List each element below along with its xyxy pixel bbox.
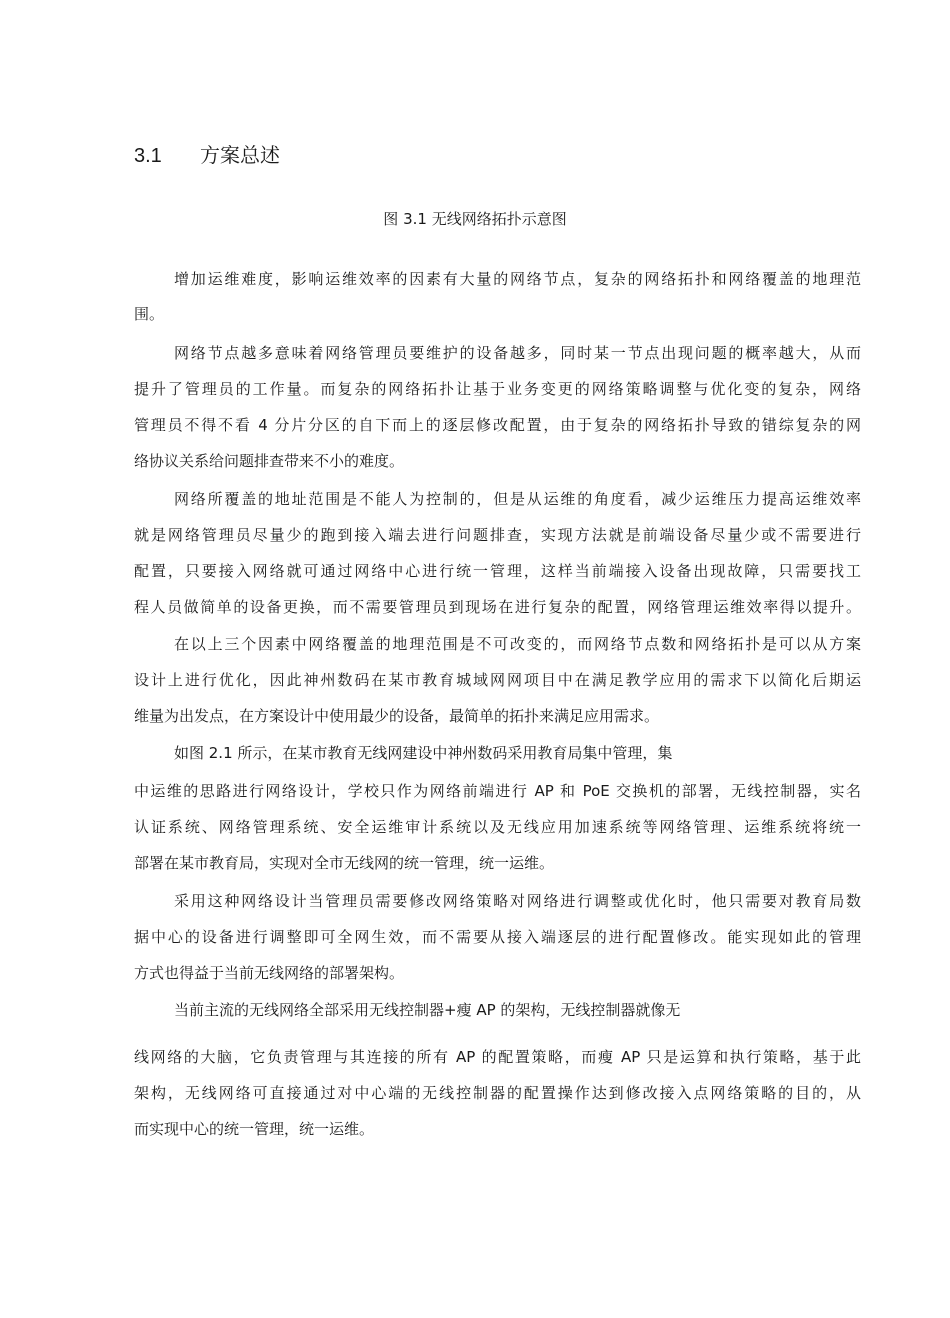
text-line: 管理员不得不看 4 分片分区的自下而上的逐层修改配置，由于复杂的网络拓扑导致的错综复杂的网 <box>134 416 861 434</box>
text-line: 在以上三个因素中网络覆盖的地理范围是不可改变的，而网络节点数和网络拓扑是可以从方案 <box>174 635 861 653</box>
section-number: 3.1 <box>134 145 162 167</box>
text-line: 中运维的思路进行网络设计，学校只作为网络前端进行 AP 和 PoE 交换机的部署，无线控制器，实名 <box>134 782 861 800</box>
text-line: 部署在某市教育局，实现对全市无线网的统一管理，统一运维。 <box>134 854 555 872</box>
text-line: 方式也得益于当前无线网络的部署架构。 <box>134 964 405 982</box>
text-line: 而实现中心的统一管理，统一运维。 <box>134 1120 375 1138</box>
text-line: 设计上进行优化，因此神州数码在某市教育城域网网项目中在满足教学应用的需求下以简化后期运 <box>134 671 861 689</box>
text-line: 架构，无线网络可直接通过对中心端的无线控制器的配置操作达到修改接入点网络策略的目的，从 <box>134 1084 861 1102</box>
text-line: 如图 2.1 所示，在某市教育无线网建设中神州数码采用教育局集中管理，集 <box>174 744 673 762</box>
figure-caption: 图 3.1 无线网络拓扑示意图 <box>383 210 567 228</box>
text-line: 程人员做简单的设备更换，而不需要管理员到现场在进行复杂的配置，网络管理运维效率得以提升。 <box>134 598 861 616</box>
text-line: 维量为出发点，在方案设计中使用最少的设备，最简单的拓扑来满足应用需求。 <box>134 707 660 725</box>
text-line: 认证系统、网络管理系统、安全运维审计系统以及无线应用加速系统等网络管理、运维系统将统一 <box>134 818 861 836</box>
text-line: 当前主流的无线网络全部采用无线控制器+瘦 AP 的架构，无线控制器就像无 <box>174 1001 681 1019</box>
section-title: 方案总述 <box>200 145 280 167</box>
text-line: 增加运维难度，影响运维效率的因素有大量的网络节点，复杂的网络拓扑和网络覆盖的地理范 <box>174 270 861 288</box>
section-heading <box>134 141 280 171</box>
text-line: 配置，只要接入网络就可通过网络中心进行统一管理，这样当前端接入设备出现故障，只需要找工 <box>134 562 861 580</box>
text-line: 线网络的大脑，它负责管理与其连接的所有 AP 的配置策略，而瘦 AP 只是运算和执行策略，基于此 <box>134 1048 861 1066</box>
text-line: 提升了管理员的工作量。而复杂的网络拓扑让基于业务变更的网络策略调整与优化变的复杂，网络 <box>134 380 861 398</box>
text-line: 就是网络管理员尽量少的跑到接入端去进行问题排查，实现方法就是前端设备尽量少或不需要进行 <box>134 526 861 544</box>
text-line: 围。 <box>134 305 165 323</box>
text-line: 据中心的设备进行调整即可全网生效，而不需要从接入端逐层的进行配置修改。能实现如此的管理 <box>134 928 861 946</box>
text-line: 网络节点越多意味着网络管理员要维护的设备越多，同时某一节点出现问题的概率越大，从而 <box>174 344 861 362</box>
text-line: 络协议关系给问题排查带来不小的难度。 <box>134 452 405 470</box>
text-line: 采用这种网络设计当管理员需要修改网络策略对网络进行调整或优化时，他只需要对教育局数 <box>174 892 861 910</box>
text-line: 网络所覆盖的地址范围是不能人为控制的，但是从运维的角度看，减少运维压力提高运维效率 <box>174 490 861 508</box>
